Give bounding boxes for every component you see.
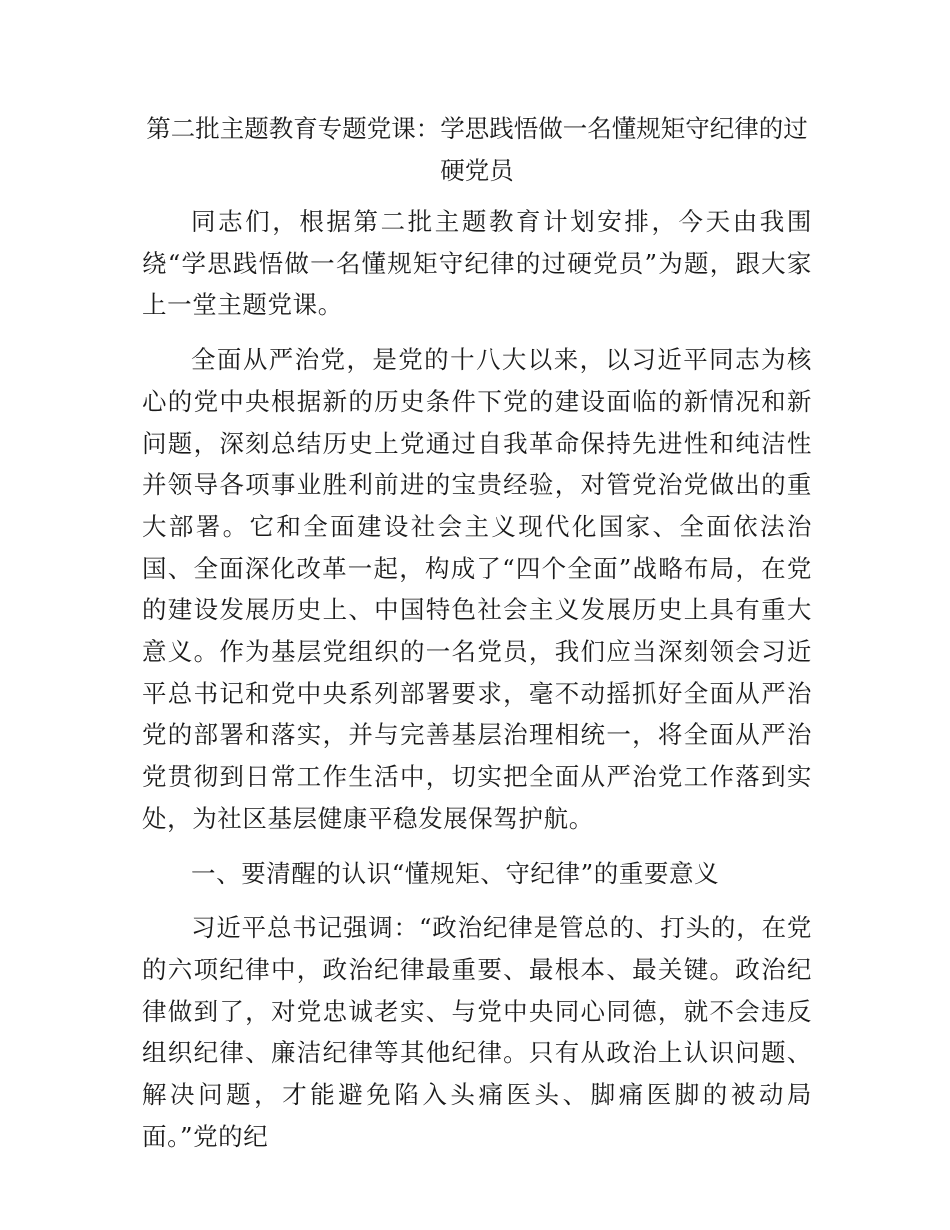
document-title: 第二批主题教育专题党课：学思践悟做一名懂规矩守纪律的过硬党员 xyxy=(146,114,808,185)
body-paragraph: 全面从严治党，是党的十八大以来，以习近平同志为核心的党中央根据新的历史条件下党的建设面临的新情况和新问题，深刻总结历史上党通过自我革命保持先进性和纯洁性并领导各项事业胜利前进的宝贵经验，对管党治党做出的重大部署。它和全面建设社会主义现代化国家、全面依法治国、全面深化改革一起，构成了“四个全面”战略布局，在党的建设发展历史上、中国特色社会主义发展历史上具有重大意义。作为基层党组织的一名党员，我们应当深刻领会习近平总书记和党中央系列部署要求，毫不动摇抓好全面从严治党的部署和落实，并与完善基层治理相统一，将全面从严治党贯彻到日常工作生活中，切实把全面从严治党工作落到实处，为社区基层健康平稳发展保驾护航。 xyxy=(142,345,812,833)
intro-paragraph: 同志们，根据第二批主题教育计划安排，今天由我围绕“学思践悟做一名懂规矩守纪律的过硬党员”为题，跟大家上一堂主题党课。 xyxy=(142,207,812,320)
document-body xyxy=(142,108,812,1170)
section-heading: 一、要清醒的认识“懂规矩、守纪律”的重要意义 xyxy=(191,858,720,888)
section-paragraph: 习近平总书记强调：“政治纪律是管总的、打头的，在党的六项纪律中，政治纪律最重要、最根本、最关键。政治纪律做到了，对党忠诚老实、与党中央同心同德，就不会违反组织纪律、廉洁纪律等其他纪律。只有从政治上认识问题、解决问题，才能避免陷入头痛医头、脚痛医脚的被动局面。”党的纪 xyxy=(142,913,812,1151)
